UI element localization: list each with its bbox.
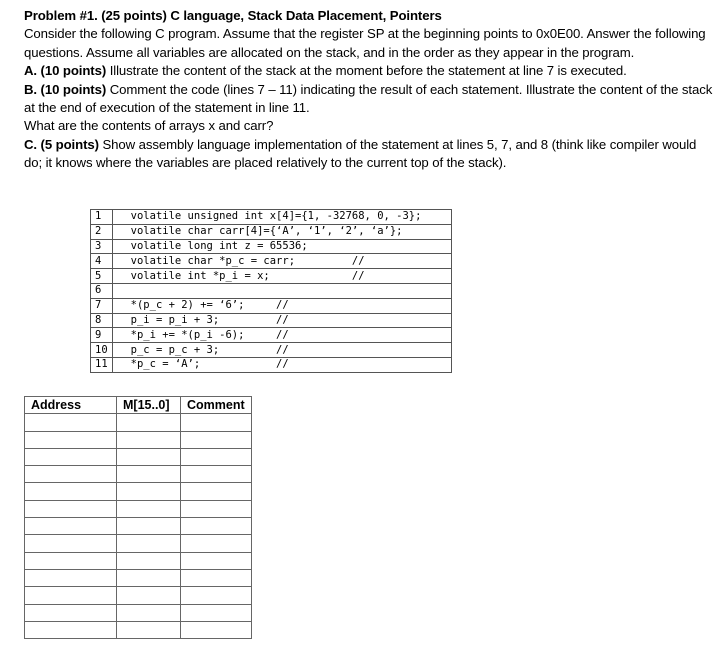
code-line	[91, 328, 452, 343]
code-line	[91, 343, 452, 358]
code-text: volatile char *p_c = carr; //	[112, 254, 451, 269]
answer-cell[interactable]	[25, 500, 117, 517]
line-number: 4	[91, 254, 113, 269]
answer-row	[25, 414, 252, 431]
answer-cell[interactable]	[25, 621, 117, 638]
answer-cell[interactable]	[181, 483, 252, 500]
answer-row	[25, 448, 252, 465]
answer-cell[interactable]	[25, 483, 117, 500]
code-line	[91, 269, 452, 284]
code-text: p_c = p_c + 3; //	[112, 343, 451, 358]
part-a: A. (10 points) Illustrate the content of the stack at the moment before the statement at line 7 is executed.	[24, 63, 627, 79]
answer-cell[interactable]	[117, 587, 181, 604]
answer-table-header	[25, 397, 252, 414]
line-number: 1	[91, 210, 113, 225]
answer-row	[25, 621, 252, 638]
line-number: 9	[91, 328, 113, 343]
code-line	[91, 298, 452, 313]
answer-table	[24, 396, 252, 639]
line-number: 7	[91, 298, 113, 313]
line-number: 8	[91, 313, 113, 328]
problem-text	[24, 7, 714, 173]
answer-cell[interactable]	[181, 535, 252, 552]
answer-cell[interactable]	[117, 518, 181, 535]
code-line	[91, 283, 452, 298]
answer-cell[interactable]	[181, 500, 252, 517]
answer-cell[interactable]	[181, 604, 252, 621]
header-address: Address	[25, 397, 117, 414]
answer-cell[interactable]	[25, 569, 117, 586]
code-text: p_i = p_i + 3; //	[112, 313, 451, 328]
answer-cell[interactable]	[25, 518, 117, 535]
answer-cell[interactable]	[25, 448, 117, 465]
code-line	[91, 210, 452, 225]
answer-cell[interactable]	[117, 466, 181, 483]
code-line	[91, 313, 452, 328]
answer-cell[interactable]	[25, 466, 117, 483]
answer-cell[interactable]	[181, 518, 252, 535]
answer-cell[interactable]	[117, 569, 181, 586]
line-number: 3	[91, 239, 113, 254]
answer-cell[interactable]	[117, 448, 181, 465]
answer-cell[interactable]	[117, 431, 181, 448]
problem-intro: Consider the following C program. Assume that the register SP at the beginning points to 0x0E00. Answer the following questions. Assume all variables are allocated on the stack, and in the order as they appear in the program.	[24, 26, 706, 60]
code-text	[112, 283, 451, 298]
question: What are the contents of arrays x and carr?	[24, 118, 274, 134]
answer-cell[interactable]	[117, 414, 181, 431]
code-text: volatile long int z = 65536;	[112, 239, 451, 254]
code-text: *p_c = ‘A’; //	[112, 357, 451, 372]
answer-cell[interactable]	[25, 552, 117, 569]
answer-cell[interactable]	[181, 431, 252, 448]
answer-cell[interactable]	[181, 552, 252, 569]
header-memory: M[15..0]	[117, 397, 181, 414]
code-listing	[90, 209, 452, 373]
answer-cell[interactable]	[117, 552, 181, 569]
line-number: 11	[91, 357, 113, 372]
answer-row	[25, 535, 252, 552]
answer-cell[interactable]	[117, 535, 181, 552]
code-text: *(p_c + 2) += ‘6’; //	[112, 298, 451, 313]
answer-row	[25, 604, 252, 621]
answer-row	[25, 552, 252, 569]
code-text: volatile unsigned int x[4]={1, -32768, 0, -3};	[112, 210, 451, 225]
code-line	[91, 357, 452, 372]
answer-cell[interactable]	[181, 414, 252, 431]
code-text: volatile char carr[4]={‘A’, ‘1’, ‘2’, ‘a’};	[112, 224, 451, 239]
answer-row	[25, 587, 252, 604]
answer-cell[interactable]	[181, 448, 252, 465]
answer-cell[interactable]	[117, 500, 181, 517]
line-number: 2	[91, 224, 113, 239]
answer-cell[interactable]	[25, 431, 117, 448]
answer-cell[interactable]	[25, 414, 117, 431]
answer-cell[interactable]	[117, 483, 181, 500]
answer-cell[interactable]	[181, 587, 252, 604]
answer-row	[25, 466, 252, 483]
code-text: *p_i += *(p_i -6); //	[112, 328, 451, 343]
answer-cell[interactable]	[117, 621, 181, 638]
answer-cell[interactable]	[181, 569, 252, 586]
code-line	[91, 254, 452, 269]
answer-row	[25, 483, 252, 500]
code-line	[91, 224, 452, 239]
code-line	[91, 239, 452, 254]
part-c: C. (5 points) Show assembly language implementation of the statement at lines 5, 7, and 8 (think like compiler would do; it knows where the variables are placed relatively to the current top of the stack).	[24, 136, 697, 171]
part-b: B. (10 points) Comment the code (lines 7 – 11) indicating the result of each statement. Illustrate the content of the stack at the end of execution of the statement in line 11.	[24, 81, 713, 116]
answer-row	[25, 569, 252, 586]
problem-title: Problem #1. (25 points) C language, Stack Data Placement, Pointers	[24, 8, 442, 23]
answer-row	[25, 518, 252, 535]
header-comment: Comment	[181, 397, 252, 414]
answer-cell[interactable]	[25, 587, 117, 604]
answer-row	[25, 431, 252, 448]
answer-cell[interactable]	[181, 621, 252, 638]
answer-cell[interactable]	[117, 604, 181, 621]
line-number: 6	[91, 283, 113, 298]
line-number: 10	[91, 343, 113, 358]
code-text: volatile int *p_i = x; //	[112, 269, 451, 284]
answer-cell[interactable]	[25, 604, 117, 621]
answer-cell[interactable]	[181, 466, 252, 483]
line-number: 5	[91, 269, 113, 284]
answer-cell[interactable]	[25, 535, 117, 552]
answer-row	[25, 500, 252, 517]
